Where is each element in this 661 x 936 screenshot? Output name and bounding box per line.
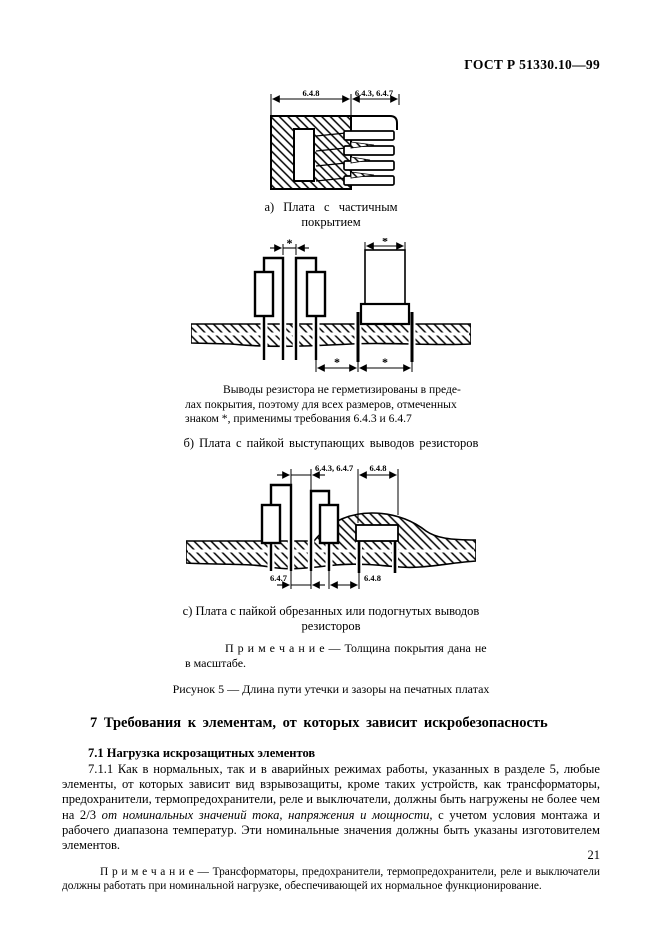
diagram-a-partial-coating (256, 89, 406, 194)
dim-label: 6.4.3, 6.4.7 (315, 462, 354, 473)
dim-label: 6.4.8 (369, 462, 387, 473)
resistor-leads-note (185, 383, 485, 427)
paragraph-text: с учетом условия монтажа и рабочего диапазона температур. Эти номинальные значения должны быть указаны изготовителем элементов. (62, 807, 600, 853)
caption-b: б) Плата с пайкой выступающих выводов резисторов (183, 435, 479, 450)
caption-a-line2: покрытием (301, 215, 361, 229)
note-line: знаком *, применимы требования 6.4.3 и 6.4.7 (185, 412, 412, 426)
dim-label: 6.4.8 (364, 572, 381, 583)
paragraph-italic-text: от номинальных значений тока, напряжения и мощности, (101, 807, 433, 822)
caption-c-line2: резисторов (301, 618, 361, 633)
figure-caption: Рисунок 5 — Длина пути утечки и зазоры на печатных платах (172, 681, 490, 696)
scale-note-line: П р и м е ч а н и е — Толщина покрытия дана не (225, 640, 487, 655)
note-line: Выводы резистора не герметизированы в преде- (223, 383, 461, 396)
paragraph-text: 7.1.1 Как в нормальных, так и в аварийных режимах работы, указанных в разделе 5, любые элементы, от которых зависит вид взрывозащиты, кроме таких устройств, как трансформаторы, предохранители, термопредохранители, реле и выключатели, должны быть нагружены не более чем на 2/3 (62, 761, 600, 822)
scale-note (185, 641, 497, 671)
dim-label: 6.4.7 (270, 572, 287, 583)
caption-c-line1: с) Плата с пайкой обрезанных или подогнутых выводов (182, 603, 480, 618)
dim-label: 6.4.8 (302, 89, 320, 98)
caption-a-line1: а) Плата с частичным (264, 200, 398, 214)
dim-label: 6.4.3, 6.4.7 (354, 89, 394, 98)
scale-note-line: в масштабе. (185, 655, 247, 670)
caption-c (62, 604, 600, 634)
section-7-1-heading: 7.1 Нагрузка искрозащитных элементов (88, 745, 316, 760)
diagram-c-cut-leads (186, 461, 476, 599)
section-7-heading: 7 Требования к элементам, от которых зависит искробезопасность (90, 714, 548, 731)
dim-star: * (286, 238, 293, 250)
doc-number-header: ГОСТ Р 51330.10—99 (464, 57, 600, 72)
dim-star: * (382, 238, 388, 248)
figure-5 (62, 89, 600, 697)
page-number: 21 (587, 848, 600, 862)
dim-star: * (334, 355, 340, 369)
dim-star: * (382, 355, 388, 369)
diagram-b-protruding-leads (191, 238, 471, 378)
paragraph-7-1-1 (62, 762, 600, 854)
section-7-note: П р и м е ч а н и е — Трансформаторы, предохранители, термопредохранители, реле и выключатели должны работать при номинальной нагрузке, обеспечивающей их нормальное функционирование. (62, 865, 600, 892)
note-line: лах покрытия, поэтому для всех размеров, отмеченных (185, 397, 457, 411)
caption-a (62, 200, 600, 230)
